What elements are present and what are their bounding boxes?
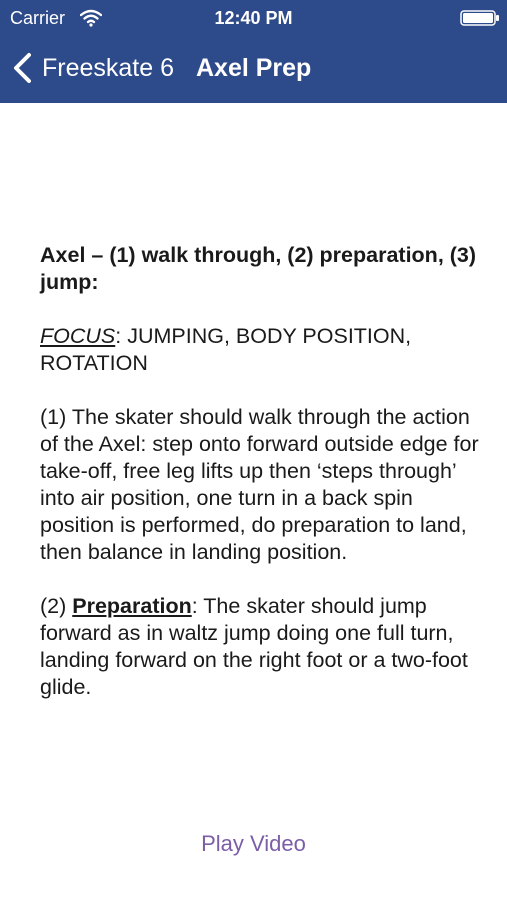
status-bar bbox=[0, 0, 507, 36]
step-2-prefix: (2) bbox=[40, 594, 73, 618]
page-title: Axel Prep bbox=[196, 54, 312, 82]
battery-icon bbox=[460, 10, 500, 26]
navigation-bar bbox=[0, 42, 507, 94]
carrier-label: Carrier bbox=[10, 8, 66, 28]
lesson-content bbox=[40, 242, 480, 728]
chevron-left-icon bbox=[10, 52, 34, 84]
step-2-text: : The skater should jump forward as in waltz jump doing one full turn, landing forward on the right foot or a two-foot glide. bbox=[40, 594, 468, 699]
lesson-heading: Axel – (1) walk through, (2) preparation, (3) jump: bbox=[40, 243, 477, 294]
step-2-paragraph bbox=[40, 593, 480, 701]
focus-paragraph bbox=[40, 323, 480, 377]
top-bar bbox=[0, 0, 507, 103]
focus-label: FOCUS bbox=[40, 324, 116, 348]
back-button-label: Freeskate 6 bbox=[42, 54, 175, 82]
clock-label: 12:40 PM bbox=[214, 8, 293, 28]
step-1-paragraph: (1) The skater should walk through the action of the Axel: step onto forward outside edge for take-off, free leg lifts up then ‘steps through’ into air position, one turn in a back spin position is performed, do preparation to land, then balance in landing position. bbox=[40, 405, 479, 564]
back-button[interactable] bbox=[10, 48, 174, 88]
preparation-label: Preparation bbox=[72, 594, 192, 618]
play-video-button[interactable]: Play Video bbox=[201, 831, 306, 856]
focus-text: : JUMPING, BODY POSITION, ROTATION bbox=[40, 324, 412, 375]
